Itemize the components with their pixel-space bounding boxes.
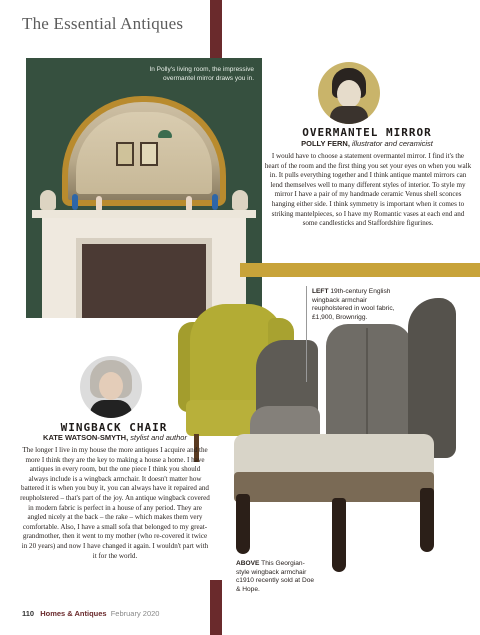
ceramic-figurine [40, 190, 56, 210]
room-photo-caption: In Polly's living room, the impressive overmantel mirror draws you in. [149, 66, 254, 82]
caption-label: ABOVE [236, 560, 260, 567]
author-name: KATE WATSON-SMYTH, [43, 433, 129, 442]
framed-artwork [140, 142, 158, 166]
overmantel-heading: OVERMANTEL MIRROR [302, 126, 432, 139]
decorative-mustard-band [240, 263, 480, 277]
shoulders [90, 400, 132, 418]
vase [212, 194, 218, 210]
caption-rule [306, 286, 307, 382]
above-caption [236, 560, 316, 594]
chair-seam [366, 328, 368, 438]
cabriole-leg [236, 494, 250, 554]
mantelpiece [32, 210, 256, 218]
page-number: 110 [22, 609, 35, 618]
left-caption [312, 288, 408, 322]
caption-label: LEFT [312, 288, 329, 295]
framed-artwork [116, 142, 134, 166]
wingback-body: The longer I live in my house the more antiques I acquire and the more I think they are the key to making a house a home. I have antiques in every room, but the one piece I think you should always include is a wingback armchair. It doesn't matter how battered it is when you buy it, you can always have it repaired and reupholstered – that's part of the joy. An antique wingback covered in modern fabric is perfect in a house of any period. They are angled nicely at the back – the rake – which makes them very comfortable. Also, I have a small sofa that belonged to my great-grandmother, then it went to my mother (who re-covered it twice in 20 years) and now I have changed it again. I wouldn't part with it for the world. [20, 446, 210, 560]
wingback-heading: WINGBACK CHAIR [60, 421, 168, 434]
georgian-wingback-chair [326, 324, 412, 442]
author-name: POLLY FERN, [301, 139, 350, 148]
author-role: illustrator and ceramicist [352, 139, 433, 148]
armchairs-photo [172, 288, 480, 608]
ceramic-figurine [232, 190, 248, 210]
decorative-red-bar-top [210, 0, 222, 64]
living-room-photo [26, 58, 262, 318]
overmantel-mirror-image [62, 96, 226, 206]
kate-byline [20, 433, 210, 442]
shoulders [330, 106, 368, 124]
face [99, 372, 123, 400]
lamp-shade [158, 130, 172, 138]
cabriole-leg [420, 488, 434, 552]
kate-watson-smyth-portrait [80, 356, 142, 418]
face [337, 80, 361, 108]
decorative-red-bar-bottom [210, 580, 222, 635]
magazine-name: Homes & Antiques [40, 609, 107, 618]
page-footer [22, 609, 159, 618]
vase [72, 194, 78, 210]
section-title: The Essential Antiques [22, 14, 184, 33]
overmantel-body: I would have to choose a statement overmantel mirror. I find it's the heart of the room and the first thing you set your eyes on when you walk in. It pulls everything together and I think antique mantel mirrors can lend themselves well to many different styles of interior. To style my mirror I have a pair of my handmade ceramic Venus shell sconces hanging either side. I think symmetry is important when it comes to striking mantelpieces, so I have my Romantic vases at each end and some candlesticks and Staffordshire figurines. [264, 152, 472, 228]
mirror-reflection [76, 112, 212, 194]
polly-byline [262, 139, 472, 148]
issue-date: February 2020 [110, 609, 160, 618]
caption-body: This Georgian-style wingback armchair c1910 recently sold at Doe & Hope. [236, 560, 315, 593]
author-role: stylist and author [130, 433, 187, 442]
cabriole-leg [332, 498, 346, 572]
caption-body: 19th-century English wingback armchair reupholstered in wool fabric, £1,900, Brownrigg. [312, 288, 395, 321]
polly-fern-portrait [318, 62, 380, 124]
